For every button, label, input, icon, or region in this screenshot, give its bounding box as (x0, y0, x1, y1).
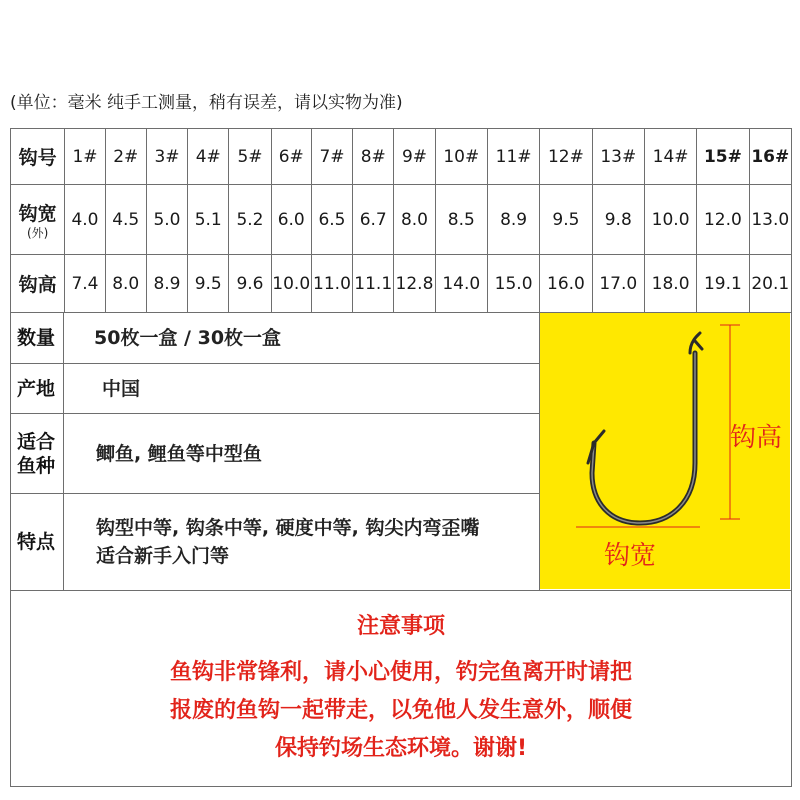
width-cell: 4.5 (105, 185, 146, 255)
hook-diagram (540, 313, 790, 589)
size-cell: 16# (749, 129, 791, 185)
info-row-quantity (11, 312, 539, 364)
height-cell: 20.1 (749, 255, 791, 313)
origin-text: 中国 (102, 377, 141, 400)
size-cell: 11# (487, 129, 539, 185)
width-cell: 5.2 (229, 185, 271, 255)
size-cell: 14# (644, 129, 696, 185)
height-cell: 15.0 (487, 255, 539, 313)
fish-label (11, 414, 64, 493)
notice-line: 报废的鱼钩一起带走，以免他人发生意外，顺便 (169, 698, 632, 723)
width-cell: 8.0 (394, 185, 435, 255)
height-cell: 9.5 (188, 255, 229, 313)
height-cell: 11.0 (311, 255, 352, 313)
quantity-label: 数量 (11, 312, 64, 363)
width-cell: 10.0 (644, 185, 696, 255)
height-label: 钩高 (730, 423, 783, 453)
size-row-label: 钩号 (11, 129, 65, 185)
size-cell: 2# (105, 129, 146, 185)
width-label-text: 钩宽 (18, 203, 57, 225)
height-cell: 17.0 (592, 255, 644, 313)
width-row (11, 185, 792, 255)
height-cell: 9.6 (229, 255, 271, 313)
fish-label-line2: 鱼种 (17, 454, 56, 477)
size-cell: 15# (697, 129, 749, 185)
notice-line: 鱼钩非常锋利，请小心使用，钓完鱼离开时请把 (169, 660, 632, 685)
height-cell: 19.1 (697, 255, 749, 313)
fish-hook-icon (588, 333, 702, 523)
width-cell: 8.5 (435, 185, 487, 255)
notice-box (10, 590, 792, 787)
width-cell: 13.0 (749, 185, 791, 255)
size-cell: 10# (435, 129, 487, 185)
height-cell: 8.9 (146, 255, 187, 313)
features-line2: 适合新手入门等 (96, 545, 230, 567)
height-cell: 18.0 (644, 255, 696, 313)
width-cell: 9.8 (592, 185, 644, 255)
height-row-label: 钩高 (11, 255, 65, 313)
notice-body (11, 654, 791, 768)
size-cell: 7# (311, 129, 352, 185)
info-row-features (11, 494, 539, 590)
size-cell: 9# (394, 129, 435, 185)
height-cell: 11.1 (353, 255, 394, 313)
fish-label-line1: 适合 (17, 430, 56, 453)
height-cell: 10.0 (271, 255, 311, 313)
height-row (11, 255, 792, 313)
quantity-value (64, 312, 539, 363)
notice-title: 注意事项 (356, 614, 445, 639)
size-cell: 12# (540, 129, 592, 185)
fish-value (64, 414, 539, 493)
width-cell: 5.0 (146, 185, 187, 255)
info-row-fish (11, 414, 539, 494)
features-value (64, 494, 539, 590)
height-cell: 14.0 (435, 255, 487, 313)
size-cell: 5# (229, 129, 271, 185)
width-cell: 6.5 (311, 185, 352, 255)
width-cell: 9.5 (540, 185, 592, 255)
size-cell: 6# (271, 129, 311, 185)
width-cell: 12.0 (697, 185, 749, 255)
origin-value (64, 364, 539, 413)
fish-text: 鲫鱼, 鲤鱼等中型鱼 (96, 442, 262, 465)
height-cell: 12.8 (394, 255, 435, 313)
width-label-sub: (外) (26, 226, 49, 240)
features-line1: 钩型中等, 钩条中等, 硬度中等, 钩尖内弯歪嘴 (96, 517, 480, 539)
width-cell: 5.1 (188, 185, 229, 255)
height-cell: 8.0 (105, 255, 146, 313)
size-cell: 1# (65, 129, 105, 185)
origin-label: 产地 (11, 364, 64, 413)
info-row-origin (11, 364, 539, 414)
size-cell: 3# (146, 129, 187, 185)
spec-table (10, 128, 792, 313)
width-label: 钩宽 (604, 541, 657, 571)
size-cell: 13# (592, 129, 644, 185)
width-cell: 4.0 (65, 185, 105, 255)
unit-note: (单位：毫米 纯手工测量，稍有误差，请以实物为准) (10, 93, 403, 113)
width-row-label (11, 185, 65, 255)
width-cell: 6.0 (271, 185, 311, 255)
width-cell: 6.7 (353, 185, 394, 255)
quantity-text: 50枚一盒 / 30枚一盒 (94, 326, 282, 349)
size-cell: 8# (353, 129, 394, 185)
features-label: 特点 (11, 494, 64, 590)
width-cell: 8.9 (487, 185, 539, 255)
height-cell: 16.0 (540, 255, 592, 313)
size-cell: 4# (188, 129, 229, 185)
size-row (11, 129, 792, 185)
height-cell: 7.4 (65, 255, 105, 313)
notice-line: 保持钓场生态环境。谢谢! (274, 736, 528, 761)
